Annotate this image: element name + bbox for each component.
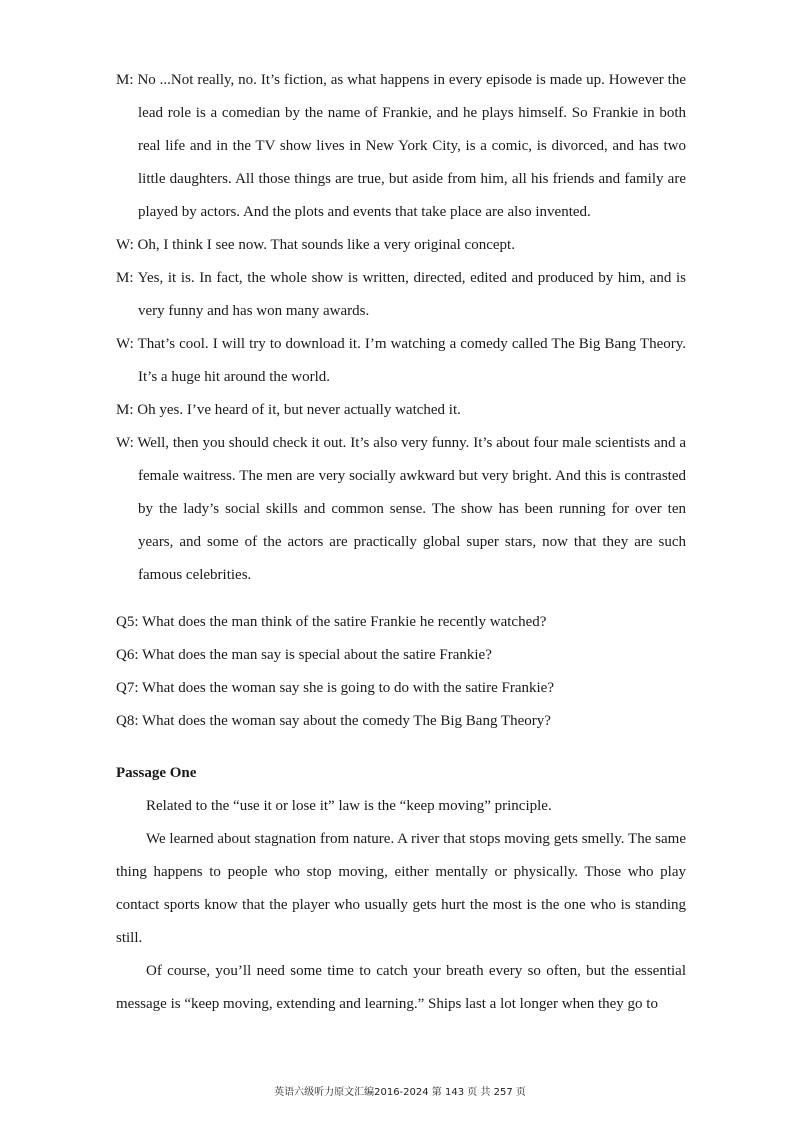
passage-section (116, 757, 686, 1021)
dialogue-text: Yes, it is. In fact, the whole show is written, directed, edited and produced by him, and is very funny and has won many awards. (137, 270, 686, 319)
speaker-label: W: (116, 435, 134, 451)
speaker-label: W: (116, 237, 134, 253)
dialogue-line (116, 328, 686, 394)
dialogue-line (116, 427, 686, 592)
page-footer: 英语六级听力原文汇编2016-2024 第 143 页 共 257 页 (274, 1087, 526, 1098)
question-item: Q6: What does the man say is special about the satire Frankie? (116, 647, 492, 663)
document-page (116, 64, 686, 1021)
question-list (116, 606, 686, 738)
dialogue-line (116, 262, 686, 328)
dialogue-text: That’s cool. I will try to download it. I’m watching a comedy called The Big Bang Theory. It’s a huge hit around the world. (137, 336, 687, 385)
speaker-label: M: (116, 402, 134, 418)
dialogue-line (116, 229, 686, 262)
question-item: Q8: What does the woman say about the comedy The Big Bang Theory? (116, 713, 551, 729)
speaker-label: M: (116, 270, 134, 286)
speaker-label: W: (116, 336, 134, 352)
passage-paragraph: Related to the “use it or lose it” law is the “keep moving” principle. (146, 798, 552, 814)
dialogue-line (116, 64, 686, 229)
dialogue-text: Oh, I think I see now. That sounds like a very original concept. (137, 237, 515, 253)
question-item: Q5: What does the man think of the satire Frankie he recently watched? (116, 614, 547, 630)
speaker-label: M: (116, 72, 134, 88)
passage-paragraph: Of course, you’ll need some time to catch your breath every so often, but the essential message is “keep moving, extending and learning.” Ships last a lot longer when they go to (116, 963, 686, 1012)
dialogue-text: No ...Not really, no. It’s fiction, as what happens in every episode is made up. However the lead role is a comedian by the name of Frankie, and he plays himself. So Frankie in both real life and in the TV show lives in New York City, is a comic, is divorced, and has two little daughters. All those things are true, but aside from him, all his friends and family are played by actors. And the plots and events that take place are also invented. (137, 72, 686, 220)
passage-heading: Passage One (116, 765, 197, 781)
dialogue-text: Oh yes. I’ve heard of it, but never actually watched it. (137, 402, 461, 418)
dialogue-line (116, 394, 686, 427)
dialogue-text: Well, then you should check it out. It’s also very funny. It’s about four male scientists and a female waitress. The men are very socially awkward but very bright. And this is contrasted by the lady’s social skills and common sense. The show has been running for over ten years, and some of the actors are practically global super stars, now that they are such famous celebrities. (137, 435, 686, 583)
dialogue (116, 64, 686, 592)
question-item: Q7: What does the woman say she is going to do with the satire Frankie? (116, 680, 554, 696)
passage-paragraph: We learned about stagnation from nature. A river that stops moving gets smelly. The same thing happens to people who stop moving, either mentally or physically. Those who play contact sports know that the player who usually gets hurt the most is the one who is standing still. (116, 831, 686, 946)
